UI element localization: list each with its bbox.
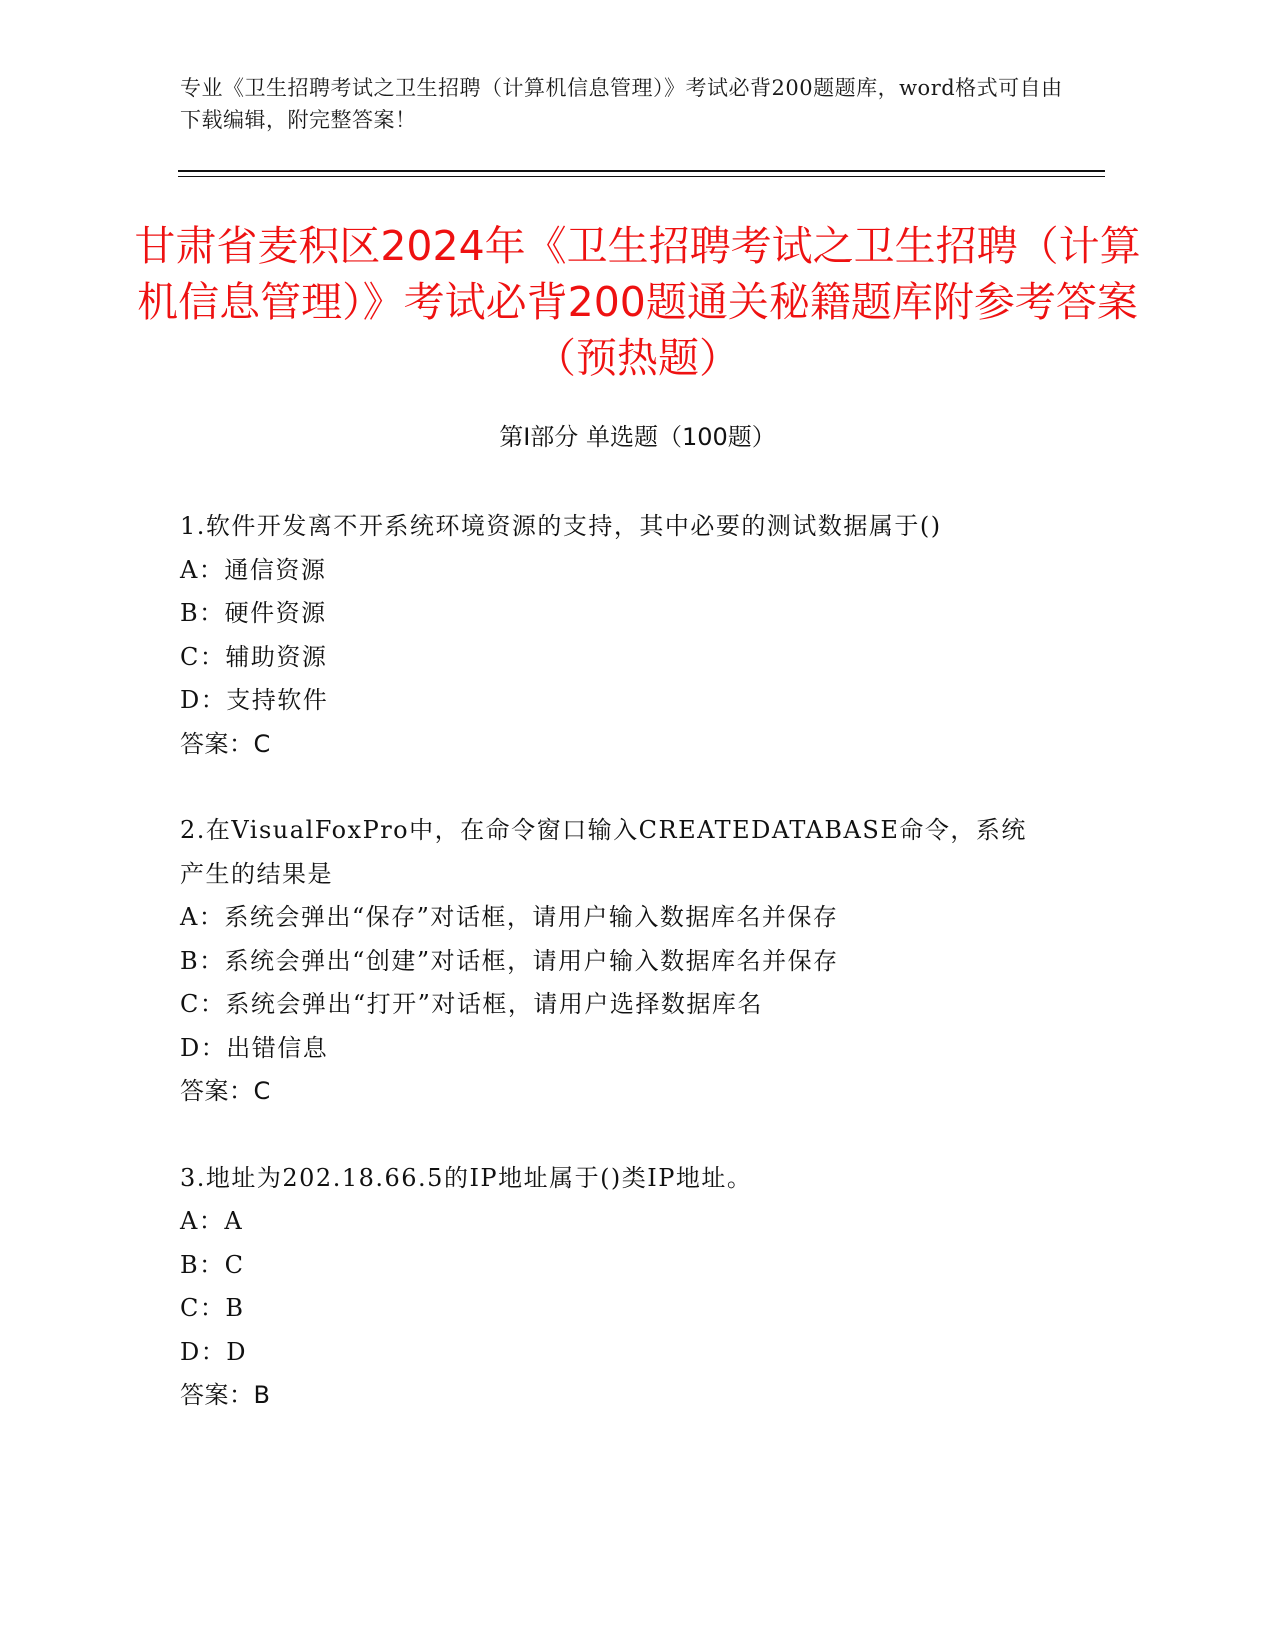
- question-stem: 3.地址为202.18.66.5的IP地址属于()类IP地址。: [180, 1163, 753, 1192]
- option-d: D：出错信息: [180, 1033, 329, 1062]
- option-d: D：D: [180, 1337, 247, 1366]
- answer-line: 答案：B: [180, 1381, 271, 1409]
- header-divider-thin: [178, 176, 1105, 177]
- option-c: C：辅助资源: [180, 642, 328, 671]
- option-a: A：通信资源: [180, 555, 327, 584]
- option-b: B：系统会弹出“创建”对话框，请用户输入数据库名并保存: [180, 946, 839, 975]
- option-b: B：硬件资源: [180, 599, 327, 627]
- section-heading: 第Ⅰ部分 单选题（100题）: [499, 423, 776, 451]
- question-stem: 1.软件开发离不开系统环境资源的支持，其中必要的测试数据属于(): [180, 512, 942, 540]
- question-1: [180, 505, 1040, 766]
- question-3: [180, 1157, 1040, 1418]
- header-divider-thick: [178, 170, 1105, 172]
- option-c: C：B: [180, 1294, 245, 1322]
- option-d: D：支持软件: [180, 686, 329, 714]
- question-list: [180, 505, 1040, 1461]
- option-b: B：C: [180, 1250, 245, 1279]
- header-note: 专业《卫生招聘考试之卫生招聘（计算机信息管理）》考试必背200题题库，word格式可自由下载编辑，附完整答案！: [180, 76, 1063, 132]
- document-title: 甘肃省麦积区2024年《卫生招聘考试之卫生招聘（计算机信息管理）》考试必背200题通关秘籍题库附参考答案（预热题）: [134, 222, 1141, 382]
- question-stem: 2.在VisualFoxPro中，在命令窗口输入CREATEDATABASE命令，系统产生的结果是: [180, 816, 1027, 888]
- option-a: A：系统会弹出“保存”对话框，请用户输入数据库名并保存: [180, 903, 839, 931]
- question-2: [180, 809, 1040, 1114]
- option-c: C：系统会弹出“打开”对话框，请用户选择数据库名: [180, 990, 763, 1018]
- option-a: A：A: [180, 1207, 244, 1235]
- answer-line: 答案：C: [180, 1077, 271, 1105]
- answer-line: 答案：C: [180, 729, 271, 758]
